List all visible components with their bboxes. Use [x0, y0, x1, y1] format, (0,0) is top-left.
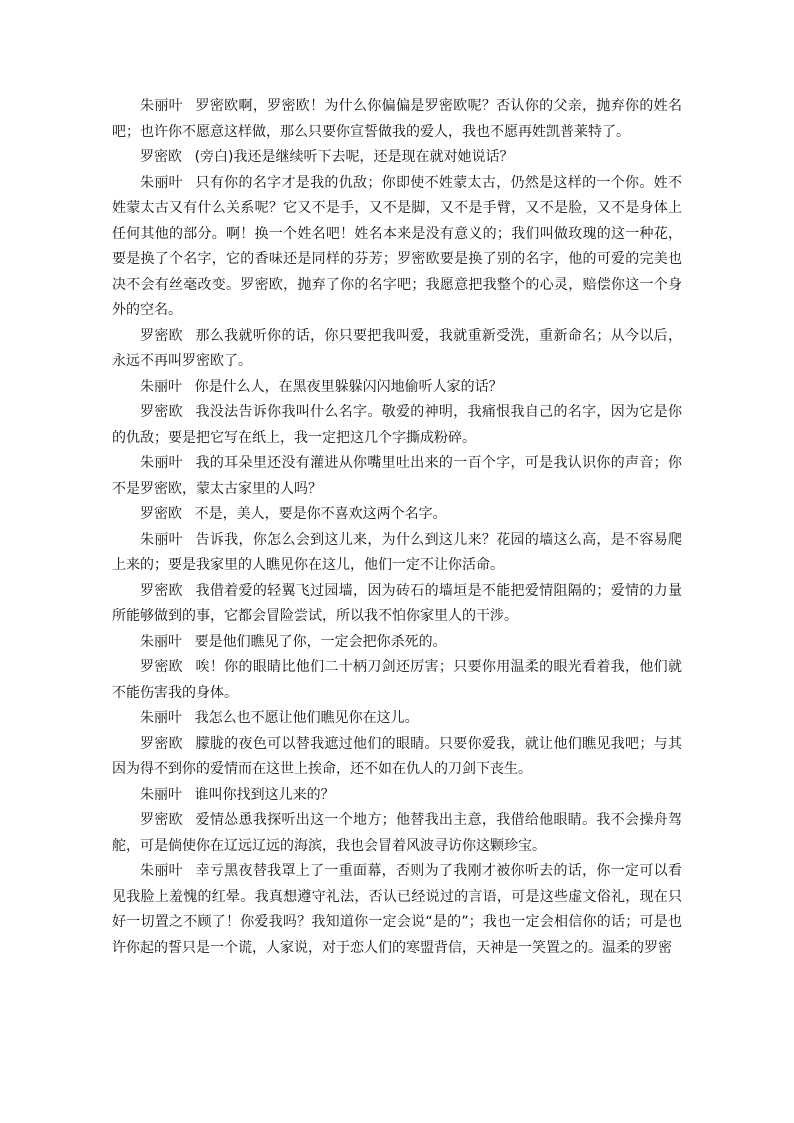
speaker-name: 朱丽叶: [140, 863, 183, 879]
line-text: 那么我就听你的话，你只要把我叫爱，我就重新受洗，重新命名；从今以后，永远不再叫罗密欧了。: [112, 327, 683, 369]
line-text: 罗密欧啊，罗密欧！为什么你偏偏是罗密欧呢？否认你的父亲，抛弃你的姓名吧；也许你不愿意这样做，那么只要你宣誓做我的爱人，我也不愿再姓凯普莱特了。: [112, 98, 683, 140]
line-text: 谁叫你找到这儿来的？: [194, 786, 335, 803]
line-text: 爱情怂恿我探听出这一个地方；他替我出主意，我借给他眼睛。我不会操舟驾舵，可是倘使你在辽远辽远的海滨，我也会冒着风波寻访你这颗珍宝。: [112, 812, 683, 854]
line-text: 告诉我，你怎么会到这儿来，为什么到这儿来？花园的墙这么高，是不容易爬上来的；要是我家里的人瞧见你在这儿，他们一定不让你活命。: [112, 531, 683, 573]
dialogue-body: [112, 94, 682, 961]
speaker-name: 罗密欧: [140, 404, 183, 420]
dialogue-line: [112, 375, 682, 401]
dialogue-line: [112, 324, 682, 375]
line-text: 幸亏黑夜替我罩上了一重面幕，否则为了我刚才被你听去的话，你一定可以看见我脸上羞愧的红晕。我真想遵守礼法，否认已经说过的言语，可是这些虚文俗礼，现在只好一切置之不顾了！你爱我吗？我知道你一定会说“是的”；我也一定会相信你的话；可是也许你起的誓只是一个谎，人家说，对于恋人们的寒盟背信，天神是一笑置之的。温柔的罗密: [112, 863, 683, 956]
dialogue-line: [112, 732, 682, 783]
speaker-name: 罗密欧: [140, 149, 182, 165]
speaker-name: 朱丽叶: [140, 633, 182, 650]
line-text: 只有你的名字才是我的仇敌；你即使不姓蒙太古，仍然是这样的一个你。姓不姓蒙太古又有什么关系呢？它又不是手，又不是脚，又不是手臂，又不是脸，又不是身体上任何其他的部分。啊！换一个姓名吧！姓名本来是没有意义的；我们叫做玫瑰的这一种花，要是换了个名字，它的香味还是同样的芬芳；罗密欧要是换了别的名字，他的可爱的完美也决不会有丝毫改变。罗密欧，抛弃了你的名字吧；我愿意把我整个的心灵，赔偿你这一个身外的空名。: [112, 174, 683, 318]
line-text: 我的耳朵里还没有灌进从你嘴里吐出来的一百个字，可是我认识你的声音；你不是罗密欧，蒙太古家里的人吗？: [112, 455, 683, 497]
speaker-name: 朱丽叶: [140, 710, 182, 726]
speaker-name: 罗密欧: [140, 659, 183, 675]
dialogue-line: [112, 400, 682, 451]
line-text: 我借着爱的轻翼飞过园墙，因为砖石的墙垣是不能把爱情阻隔的；爱情的力量所能够做到的事，它都会冒险尝试，所以我不怕你家里人的干涉。: [112, 582, 683, 624]
dialogue-line: [112, 630, 682, 656]
dialogue-line: [112, 451, 682, 502]
dialogue-line: [112, 808, 682, 859]
line-text: (旁白)我还是继续听下去呢，还是现在就对她说话？: [194, 149, 514, 165]
speaker-name: 朱丽叶: [140, 786, 182, 803]
line-text: 我没法告诉你我叫什么名字。敬爱的神明，我痛恨我自己的名字，因为它是你的仇敌；要是把它写在纸上，我一定把这几个字撕成粉碎。: [112, 404, 683, 446]
dialogue-line: [112, 502, 682, 528]
line-text: 要是他们瞧见了你，一定会把你杀死的。: [194, 633, 447, 650]
dialogue-line: [112, 579, 682, 630]
line-text: 唉！你的眼睛比他们二十柄刀剑还厉害；只要你用温柔的眼光看着我，他们就不能伤害我的身体。: [112, 659, 683, 701]
line-text: 朦胧的夜色可以替我遮过他们的眼睛。只要你爱我，就让他们瞧见我吧；与其因为得不到你的爱情而在这世上挨命，还不如在仇人的刀剑下丧生。: [112, 735, 683, 777]
line-text: 不是，美人，要是你不喜欢这两个名字。: [194, 506, 447, 522]
speaker-name: 罗密欧: [140, 582, 183, 599]
speaker-name: 朱丽叶: [140, 98, 183, 114]
line-text: 我怎么也不愿让他们瞧见你在这儿。: [194, 710, 419, 726]
dialogue-line: [112, 655, 682, 706]
speaker-name: 罗密欧: [140, 327, 183, 344]
speaker-name: 朱丽叶: [140, 378, 182, 395]
speaker-name: 朱丽叶: [140, 174, 183, 191]
dialogue-line: [112, 171, 682, 324]
speaker-name: 罗密欧: [140, 735, 183, 752]
speaker-name: 朱丽叶: [140, 455, 183, 471]
dialogue-line: [112, 783, 682, 809]
dialogue-line: [112, 706, 682, 732]
dialogue-line: [112, 94, 682, 145]
speaker-name: 罗密欧: [140, 812, 183, 828]
speaker-name: 罗密欧: [140, 506, 182, 522]
line-text: 你是什么人，在黑夜里躲躲闪闪地偷听人家的话？: [194, 378, 503, 395]
dialogue-line: [112, 859, 682, 961]
dialogue-line: [112, 528, 682, 579]
dialogue-line: [112, 145, 682, 171]
speaker-name: 朱丽叶: [140, 531, 183, 548]
